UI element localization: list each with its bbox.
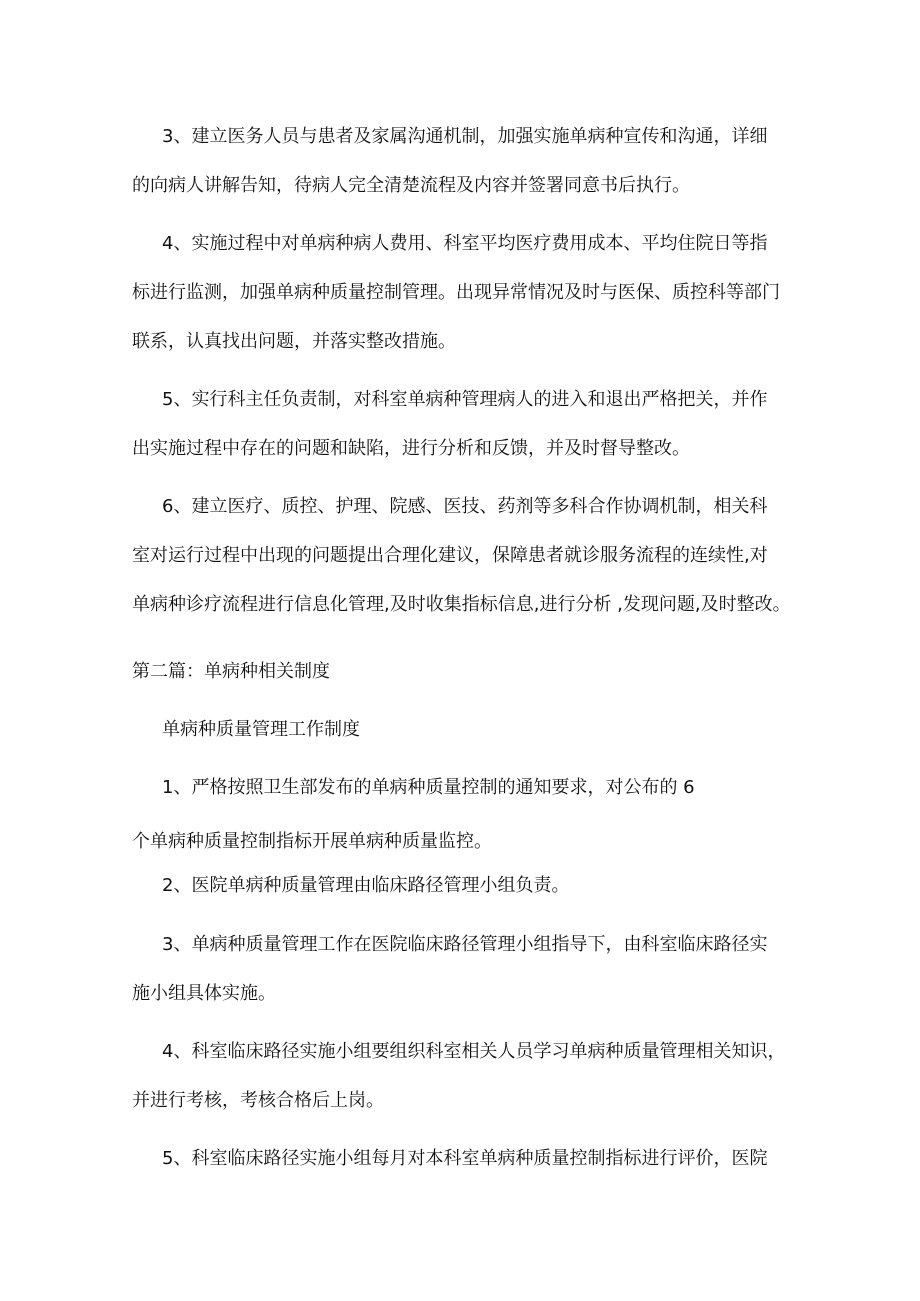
paragraph-5-line-1: 5、实行科主任负责制，对科室单病种管理病人的进入和退出严格把关，并作: [162, 389, 768, 410]
rule-3-line-2: 施小组具体实施。: [132, 983, 276, 1004]
rule-5-line-1: 5、科室临床路径实施小组每月对本科室单病种质量控制指标进行评价，医院: [162, 1148, 768, 1169]
paragraph-4-line-3: 联系，认真找出问题，并落实整改措施。: [132, 331, 456, 352]
paragraph-3-line-2: 的向病人讲解告知，待病人完全清楚流程及内容并签署同意书后执行。: [132, 175, 690, 196]
paragraph-4-line-1: 4、实施过程中对单病种病人费用、科室平均医疗费用成本、平均住院日等指: [162, 233, 768, 254]
rule-4-line-1: 4、科室临床路径实施小组要组织科室相关人员学习单病种质量管理相关知识，: [162, 1041, 786, 1062]
rule-2-line-1: 2、医院单病种质量管理由临床路径管理小组负责。: [162, 875, 570, 896]
rule-1-line-1: 1、严格按照卫生部发布的单病种质量控制的通知要求，对公布的 6: [162, 777, 695, 798]
paragraph-4-line-2: 标进行监测，加强单病种质量控制管理。出现异常情况及时与医保、质控科等部门: [132, 282, 780, 303]
paragraph-3-line-1: 3、建立医务人员与患者及家属沟通机制，加强实施单病种宣传和沟通，详细: [162, 126, 768, 147]
rule-3-line-1: 3、单病种质量管理工作在医院临床路径管理小组指导下，由科室临床路径实: [162, 934, 768, 955]
rule-4-line-2: 并进行考核，考核合格后上岗。: [132, 1090, 384, 1111]
section-subheading: 单病种质量管理工作制度: [162, 719, 360, 740]
section-heading: 第二篇：单病种相关制度: [132, 661, 330, 682]
paragraph-6-line-1: 6、建立医疗、质控、护理、院感、医技、药剂等多科合作协调机制，相关科: [162, 496, 768, 517]
paragraph-6-line-3: 单病种诊疗流程进行信息化管理,及时收集指标信息,进行分析 ,发现问题,及时整改。: [132, 594, 791, 615]
paragraph-6-line-2: 室对运行过程中出现的问题提出合理化建议，保障患者就诊服务流程的连续性,对: [132, 545, 768, 566]
rule-1-line-2: 个单病种质量控制指标开展单病种质量监控。: [132, 831, 492, 852]
paragraph-5-line-2: 出实施过程中存在的问题和缺陷，进行分析和反馈，并及时督导整改。: [132, 438, 690, 459]
